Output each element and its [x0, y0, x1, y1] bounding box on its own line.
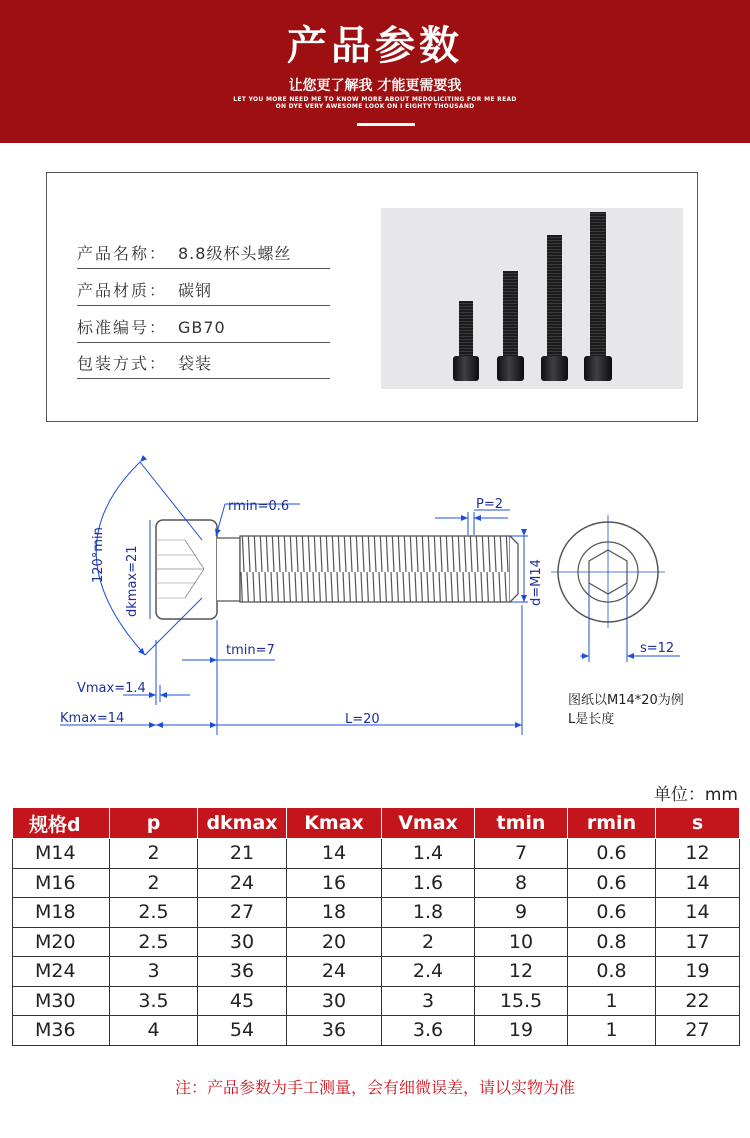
table-row: [13, 1016, 740, 1046]
info-value: 8.8级杯头螺丝: [178, 244, 292, 263]
info-row-material: [77, 277, 330, 306]
table-cell: M20: [13, 927, 110, 957]
screw-shank: [459, 301, 473, 359]
table-cell: M36: [13, 1016, 110, 1046]
table-header-row: [13, 808, 740, 839]
table-cell: M24: [13, 957, 110, 987]
table-cell: M18: [13, 898, 110, 928]
table-cell: 1: [568, 1016, 656, 1046]
table-cell: 30: [287, 986, 382, 1016]
table-cell: 1: [568, 986, 656, 1016]
table-cell: 0.8: [568, 927, 656, 957]
unit-label: 单位：mm: [653, 785, 738, 805]
info-label: 包装方式：: [77, 354, 168, 373]
table-cell: 36: [198, 957, 287, 987]
table-cell: 15.5: [475, 986, 568, 1016]
product-info-box: [46, 172, 698, 422]
table-cell: 1.8: [382, 898, 475, 928]
table-cell: 21: [198, 839, 287, 869]
screw-shank: [503, 271, 518, 359]
screw-head: [584, 356, 612, 381]
subtitle-english-line1: LET YOU MORE NEED ME TO KNOW MORE ABOUT MEDOLICITING FOR ME READ: [233, 96, 517, 103]
header-banner: [0, 0, 750, 143]
table-cell: 19: [656, 957, 740, 987]
col-header-size: 规格d: [13, 808, 110, 839]
info-row-standard: [77, 314, 330, 343]
bolt-end-view: [551, 515, 665, 628]
table-cell: 0.8: [568, 957, 656, 987]
table-cell: 19: [475, 1016, 568, 1046]
table-cell: 7: [475, 839, 568, 869]
table-cell: 14: [656, 868, 740, 898]
table-cell: 12: [475, 957, 568, 987]
screws-illustration: [381, 208, 683, 389]
table-row: [13, 986, 740, 1016]
table-row: [13, 927, 740, 957]
table-cell: 12: [656, 839, 740, 869]
vmax-label: Vmax=1.4: [77, 681, 146, 696]
drawing-note-length: L是长度: [568, 712, 615, 727]
table-cell: 27: [656, 1016, 740, 1046]
table-cell: M30: [13, 986, 110, 1016]
table-cell: 3.5: [110, 986, 198, 1016]
info-value: 袋装: [178, 354, 213, 373]
drawing-note-example: 图纸以M14*20为例: [568, 693, 684, 708]
col-header-s: s: [656, 808, 740, 839]
table-cell: 14: [287, 839, 382, 869]
screw-shank: [590, 212, 606, 359]
kmax-label: Kmax=14: [60, 711, 125, 726]
table-row: [13, 898, 740, 928]
table-cell: 27: [198, 898, 287, 928]
table-cell: 30: [198, 927, 287, 957]
col-header-tmin: tmin: [475, 808, 568, 839]
info-label: 产品名称：: [77, 244, 168, 263]
col-header-p: p: [110, 808, 198, 839]
header-divider: [357, 123, 415, 126]
table-cell: 45: [198, 986, 287, 1016]
table-row: [13, 868, 740, 898]
table-cell: 24: [287, 957, 382, 987]
screw-head: [541, 356, 568, 381]
d-label: d=M14: [529, 559, 544, 606]
footer-note: 注：产品参数为手工测量，会有细微误差，请以实物为准: [174, 1078, 575, 1097]
table-cell: 3.6: [382, 1016, 475, 1046]
table-cell: 1.6: [382, 868, 475, 898]
table-cell: 2.5: [110, 927, 198, 957]
table-cell: 0.6: [568, 868, 656, 898]
subtitle-english-line2: ON DYE VERY AWESOME LOOK ON I EIGHTY THOUSAND: [275, 103, 475, 110]
product-photo: [381, 208, 683, 389]
table-cell: 0.6: [568, 898, 656, 928]
screw-head: [497, 356, 524, 381]
table-cell: 9: [475, 898, 568, 928]
rmin-label: rmin=0.6: [228, 499, 290, 514]
s-label: s=12: [640, 641, 675, 656]
spec-table: [12, 807, 740, 1046]
tmin-label: tmin=7: [226, 643, 275, 658]
table-cell: 2.4: [382, 957, 475, 987]
col-header-rmin: rmin: [568, 808, 656, 839]
technical-drawing: [0, 440, 750, 770]
table-cell: 8: [475, 868, 568, 898]
pitch-label: P=2: [476, 497, 504, 512]
info-value: GB70: [178, 318, 226, 337]
table-cell: 0.6: [568, 839, 656, 869]
col-header-kmax: Kmax: [287, 808, 382, 839]
table-cell: 22: [656, 986, 740, 1016]
page-subtitle: 让您更了解我 才能更需要我: [288, 78, 462, 94]
table-cell: 54: [198, 1016, 287, 1046]
bolt-thread: [240, 536, 510, 602]
table-row: [13, 957, 740, 987]
bolt-side-view: [156, 520, 518, 619]
info-label: 产品材质：: [77, 281, 168, 300]
table-cell: 3: [110, 957, 198, 987]
table-cell: M14: [13, 839, 110, 869]
table-cell: 16: [287, 868, 382, 898]
info-value: 碳钢: [178, 281, 213, 300]
col-header-dkmax: dkmax: [198, 808, 287, 839]
dkmax-label: dkmax=21: [125, 545, 140, 617]
table-cell: 17: [656, 927, 740, 957]
table-cell: 2: [110, 868, 198, 898]
table-cell: 20: [287, 927, 382, 957]
info-label: 标准编号：: [77, 318, 168, 337]
table-cell: 24: [198, 868, 287, 898]
info-row-name: [77, 240, 330, 269]
table-cell: M16: [13, 868, 110, 898]
table-cell: 4: [110, 1016, 198, 1046]
angle-label: 120°min: [91, 527, 106, 583]
table-cell: 1.4: [382, 839, 475, 869]
length-label: L=20: [345, 712, 380, 727]
info-row-packaging: [77, 350, 330, 379]
table-cell: 10: [475, 927, 568, 957]
page-title: 产品参数: [287, 23, 463, 69]
table-cell: 18: [287, 898, 382, 928]
table-cell: 14: [656, 898, 740, 928]
table-cell: 36: [287, 1016, 382, 1046]
screw-head: [453, 356, 479, 381]
table-cell: 2: [382, 927, 475, 957]
screw-shank: [547, 235, 562, 359]
bolt-head: [156, 520, 217, 619]
table-cell: 3: [382, 986, 475, 1016]
col-header-vmax: Vmax: [382, 808, 475, 839]
table-cell: 2.5: [110, 898, 198, 928]
table-cell: 2: [110, 839, 198, 869]
table-row: [13, 839, 740, 869]
